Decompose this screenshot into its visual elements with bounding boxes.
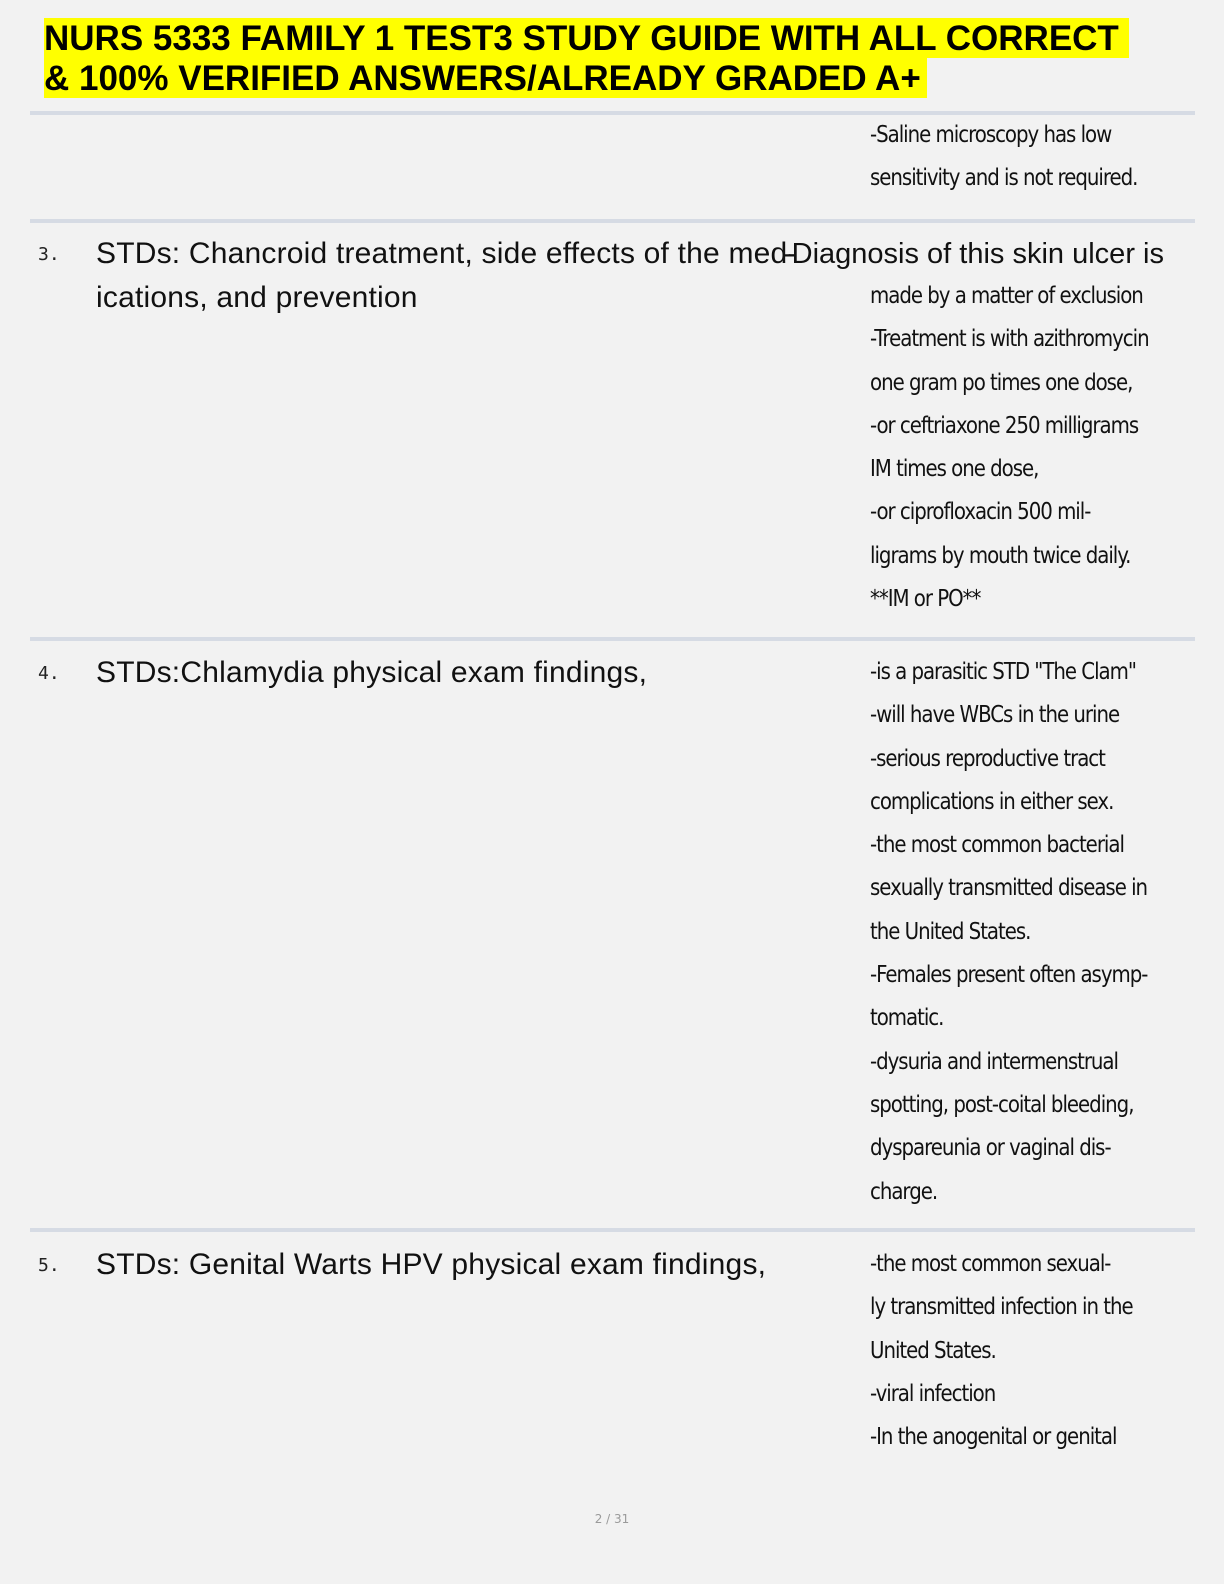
divider [30,637,1195,641]
answer-line: -dysuria and intermenstrual [870,1048,1118,1075]
answer-line: the United States. [870,918,1031,945]
page-indicator: 2 / 31 [594,1512,630,1526]
answer-line: -or ceftriaxone 250 milligrams [870,412,1139,439]
answer-line: -the most common bacterial [870,832,1124,859]
answer-line: complications in either sex. [870,788,1114,815]
answer-line: -the most common sexual- [870,1251,1111,1277]
answer-line: spotting, post-coital bleeding, [870,1091,1134,1118]
title-line-1: NURS 5333 FAMILY 1 TEST3 STUDY GUIDE WITH ALL CORRECT [44,18,1129,58]
answer-lead-text: -Diagnosis of this skin ulcer is [782,238,1164,270]
answer-line: one gram po times one dose, [870,369,1133,396]
answer-line: -is a parasitic STD "The Clam" [870,659,1136,685]
answer-line: -Females present often asymp- [870,962,1148,989]
question-line: ications, and prevention [96,281,418,314]
answer-line: sexually transmitted disease in [870,875,1148,902]
question-text [96,1243,766,1287]
answer-line: -or ciprofloxacin 500 mil- [870,499,1091,526]
answer-line: ligrams by mouth twice daily. [870,542,1131,569]
answer-text [870,651,1148,1214]
answer-text-continued [870,114,1145,201]
divider [30,219,1195,223]
answer-text [870,275,1149,621]
question-text [96,232,798,320]
item-number: 3. [38,244,60,265]
answer-line: -In the anogenital or genital [870,1424,1117,1451]
document-title [44,18,1164,98]
answer-line: dyspareunia or vaginal dis- [870,1135,1111,1162]
answer-line: charge. [870,1178,938,1205]
answer-line: IM times one dose, [870,456,1039,483]
title-line-2: & 100% VERIFIED ANSWERS/ALREADY GRADED A+ [44,58,927,98]
item-number: 4. [38,663,60,684]
answer-line: -Treatment is with azithromycin [870,326,1149,353]
answer-line: United States. [870,1337,996,1364]
divider [30,1228,1195,1232]
question-line: STDs: Genital Warts HPV physical exam findings, [96,1248,767,1281]
answer-line: -Saline microscopy has low [870,122,1112,148]
answer-line: tomatic. [870,1005,944,1032]
question-line: STDs: Chancroid treatment, side effects of the med- [96,237,798,270]
answer-text [870,1243,1145,1459]
answer-line: ly transmitted infection in the [870,1294,1133,1321]
answer-line: -viral infection [870,1380,996,1407]
answer-line: -serious reproductive tract [870,745,1105,772]
item-number: 5. [38,1255,60,1276]
question-text [96,651,647,695]
question-line: STDs:Chlamydia physical exam findings, [96,656,648,689]
answer-line: -will have WBCs in the urine [870,702,1120,729]
answer-line: made by a matter of exclusion [870,283,1143,309]
answer-line: sensitivity and is not required. [870,165,1138,192]
answer-line: **IM or PO** [870,586,981,613]
